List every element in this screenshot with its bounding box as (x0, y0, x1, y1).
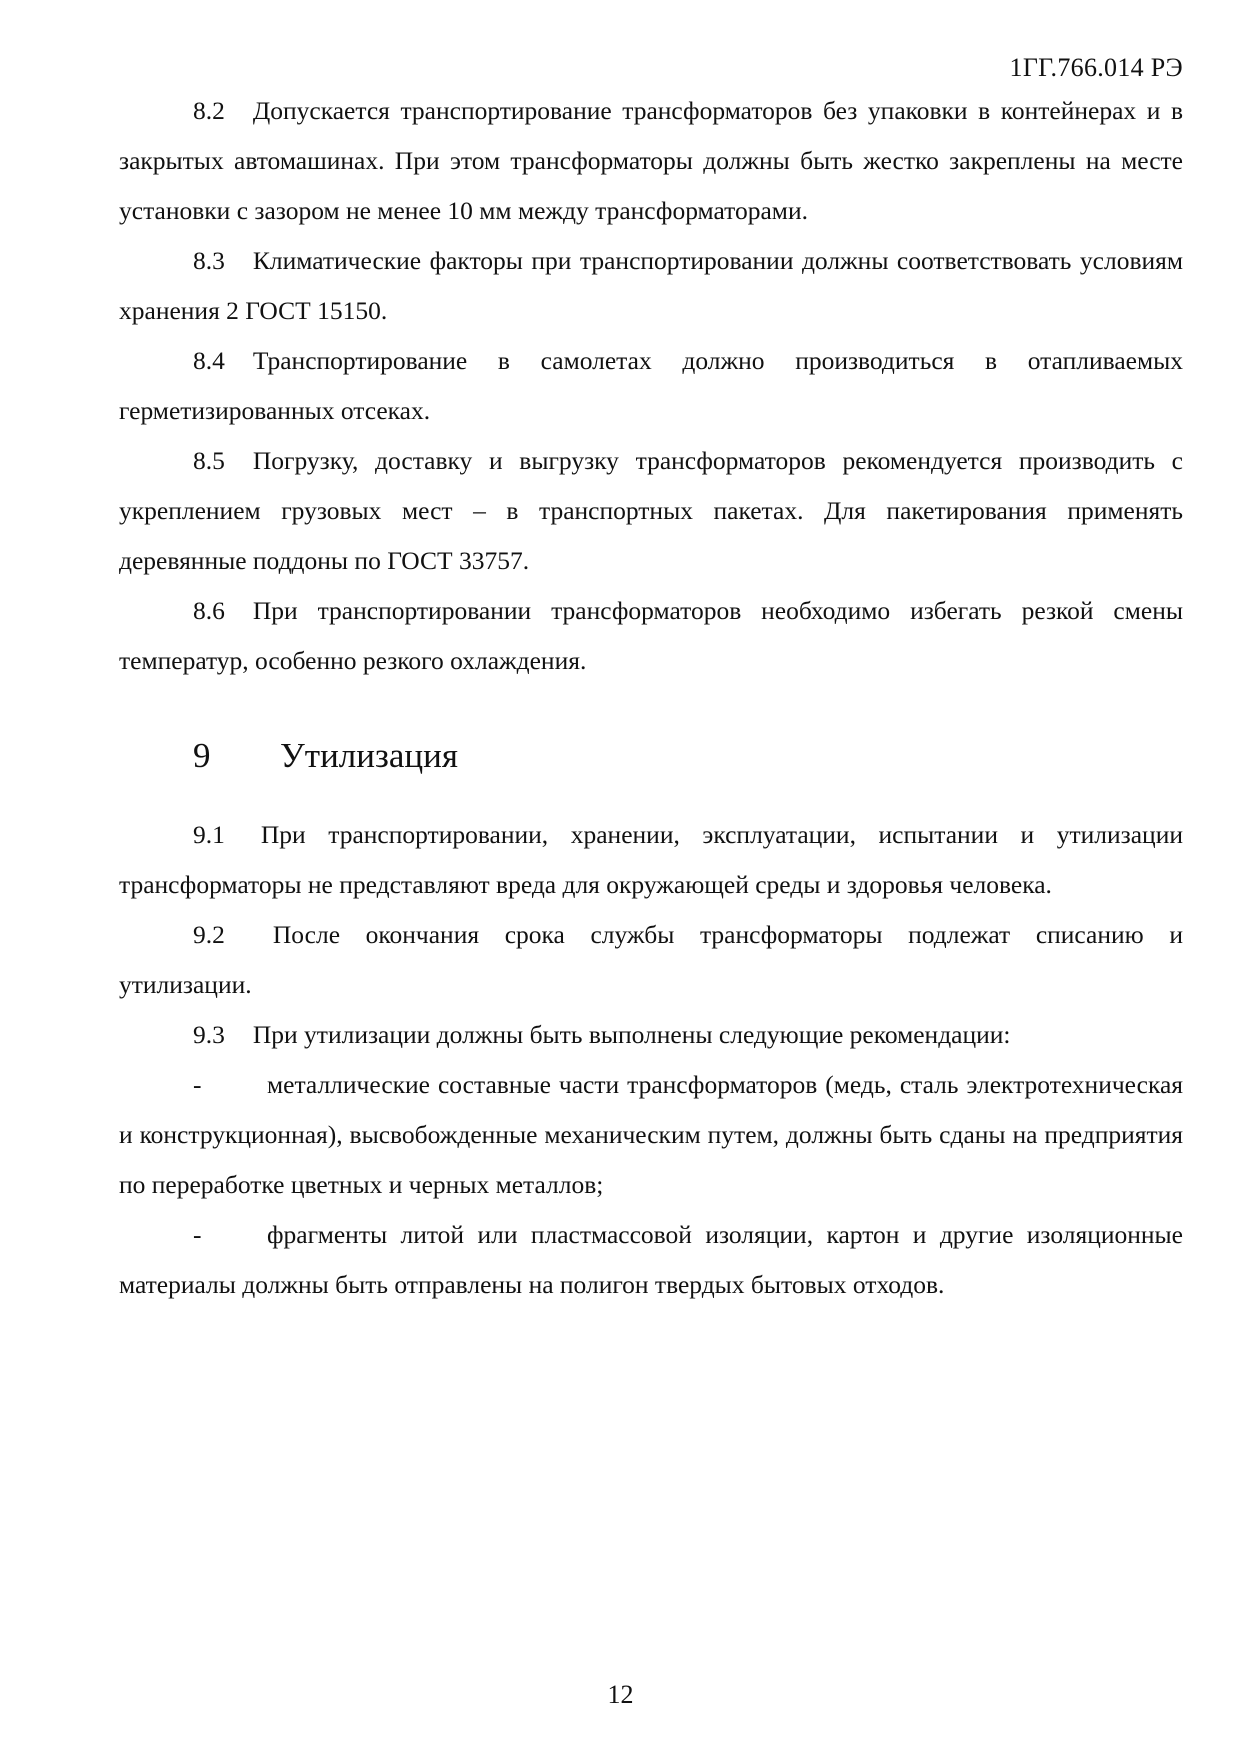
bullet-dash: - (193, 1220, 202, 1249)
paragraph-8-5 (119, 436, 1183, 586)
clause-text: После окончания срока службы трансформаторы подлежат списанию и утилизации. (119, 920, 1183, 999)
paragraph-8-2 (119, 86, 1183, 236)
section-title: Утилизация (280, 736, 458, 775)
bullet-text: фрагменты литой или пластмассовой изоляции, картон и другие изоляционные материалы должны быть отправлены на полигон твердых бытовых отходов. (119, 1220, 1183, 1299)
page-number: 12 (607, 1680, 634, 1709)
paragraph-8-4 (119, 336, 1183, 436)
clause-text: При транспортировании, хранении, эксплуатации, испытании и утилизации трансформаторы не представляют вреда для окружающей среды и здоровья человека. (119, 820, 1183, 899)
clause-number: 8.4 (193, 346, 225, 375)
clause-number: 8.3 (193, 246, 225, 275)
paragraph-8-6 (119, 586, 1183, 686)
bullet-dash: - (193, 1070, 202, 1099)
paragraph-9-3 (119, 1010, 1183, 1060)
clause-text: При транспортировании трансформаторов необходимо избегать резкой смены температур, особенно резкого охлаждения. (119, 596, 1183, 675)
clause-text: Допускается транспортирование трансформаторов без упаковки в контейнерах и в закрытых автомашинах. При этом трансформаторы должны быть жестко закреплены на месте установки с зазором не менее 10 мм между трансформаторами. (119, 96, 1183, 225)
clause-text: Климатические факторы при транспортировании должны соответствовать условиям хранения 2 ГОСТ 15150. (119, 246, 1183, 325)
clause-number: 8.5 (193, 446, 225, 475)
bullet-text: металлические составные части трансформаторов (медь, сталь электротехническая и конструкционная), высвобожденные механическим путем, должны быть сданы на предприятия по переработке цветных и черных металлов; (119, 1070, 1183, 1199)
clause-number: 9.2 (193, 920, 225, 949)
page-content (119, 86, 1183, 1310)
clause-number: 9.3 (193, 1020, 225, 1049)
section-number: 9 (193, 736, 211, 775)
section-heading (193, 732, 1183, 780)
clause-text: При утилизации должны быть выполнены следующие рекомендации: (252, 1020, 1011, 1049)
document-code: 1ГГ.766.014 РЭ (1009, 53, 1183, 82)
bullet-item (119, 1060, 1183, 1210)
clause-text: Транспортирование в самолетах должно производиться в отапливаемых герметизированных отсеках. (119, 346, 1183, 425)
clause-number: 9.1 (193, 820, 225, 849)
clause-number: 8.2 (193, 96, 225, 125)
paragraph-9-1 (119, 810, 1183, 910)
bullet-item (119, 1210, 1183, 1310)
paragraph-9-2 (119, 910, 1183, 1010)
clause-text: Погрузку, доставку и выгрузку трансформаторов рекомендуется производить с укреплением грузовых мест – в транспортных пакетах. Для пакетирования применять деревянные поддоны по ГОСТ 33757. (119, 446, 1183, 575)
paragraph-8-3 (119, 236, 1183, 336)
clause-number: 8.6 (193, 596, 225, 625)
